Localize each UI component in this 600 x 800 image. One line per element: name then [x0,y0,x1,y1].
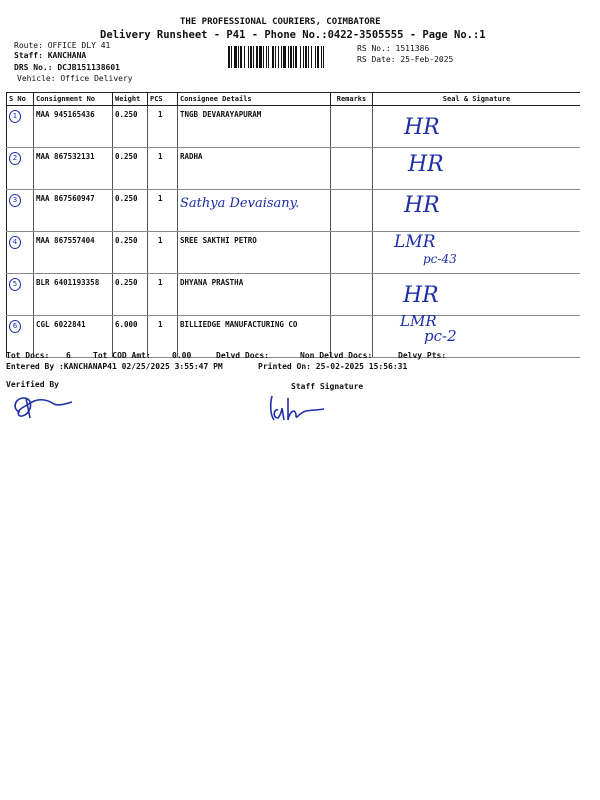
remarks [331,190,373,232]
barcode-bar [311,46,312,68]
company-name: THE PROFESSIONAL COURIERS, COIMBATORE [180,17,381,27]
barcode-bar [303,46,304,68]
circled-sno: 4 [9,236,21,249]
weight: 6.000 [113,316,148,358]
table-row [7,148,581,190]
circled-sno: 5 [9,278,21,291]
signature-hr-2: HR [408,152,444,177]
route: Route: OFFICE DLY 41 [14,41,111,50]
consignee: RADHA [178,148,331,190]
barcode-bar [259,46,262,68]
table-row [7,232,581,274]
remarks [331,232,373,274]
remarks [331,106,373,148]
consignment-no: MAA 867532131 [34,148,113,190]
signature-lmr-6: LMR [400,312,437,330]
barcode-bar [228,46,230,68]
signature-hr-1: HR [404,115,440,140]
consignment-no: MAA 867560947 [34,190,113,232]
table-row [7,274,581,316]
remarks [331,274,373,316]
barcode-bar [275,46,276,68]
barcode-bar [300,46,301,68]
consignee: DHYANA PRASTHA [178,274,331,316]
verified-by-signature [10,390,80,426]
delvd-docs-label: Delvd Docs: [216,351,269,360]
row-sno [7,232,34,274]
barcode-bar [305,46,307,68]
staff-signature-label: Staff Signature [291,382,364,391]
barcode-bar [293,46,294,68]
pcs: 1 [148,106,178,148]
runsheet-table [6,92,580,358]
barcode-image [228,46,354,68]
weight: 0.250 [113,190,148,232]
circled-sno: 3 [9,194,21,207]
row-sno [7,148,34,190]
consignment-no: BLR 6401193358 [34,274,113,316]
col-weight: Weight [113,93,148,106]
runsheet-title: Delivery Runsheet - P41 - Phone No.:0422-3505555 - Page No.:1 [100,29,486,41]
consignment-no: MAA 867557404 [34,232,113,274]
barcode-bar [253,46,254,68]
delvy-pts-label: Delvy Pts: [398,351,447,360]
tot-cod-label: Tot COD Amt: [93,351,151,360]
signature-lmr-4: LMR [394,232,436,252]
staff: Staff: KANCHANA [14,51,87,60]
barcode-bar [248,46,249,68]
pcs: 1 [148,190,178,232]
col-consignee: Consignee Details [178,93,331,106]
table-header-row [7,93,581,106]
tot-cod-value: 0.00 [172,351,192,360]
consignment-no: CGL 6022841 [34,316,113,358]
col-consignment: Consignment No [34,93,113,106]
signature-note-6: pc-2 [424,327,457,345]
barcode-bar [283,46,286,68]
remarks [331,148,373,190]
table-row [7,106,581,148]
entered-by: Entered By :KANCHANAP41 02/25/2025 3:55:47 PM [6,362,223,371]
col-sno: S No [7,93,34,106]
barcode-bar [288,46,289,68]
barcode-bar [238,46,239,68]
col-remarks: Remarks [331,93,373,106]
staff-signature [266,392,326,426]
barcode-bar [281,46,282,68]
weight: 0.250 [113,106,148,148]
barcode-bar [272,46,274,68]
barcode-bar [263,46,264,68]
non-delvd-docs-label: Non Delvd Docs: [300,351,373,360]
signature-hr-3: HR [404,193,440,218]
pcs: 1 [148,316,178,358]
barcode-bar [240,46,242,68]
weight: 0.250 [113,148,148,190]
consignee: BILLIEDGE MANUFACTURING CO [178,316,331,358]
pcs: 1 [148,232,178,274]
signature-note-4: pc-43 [423,252,457,266]
pcs: 1 [148,274,178,316]
tot-docs-label: Tot Docs: [6,351,50,360]
row-sno [7,190,34,232]
rs-date: RS Date: 25-Feb-2025 [357,55,454,64]
barcode-bar [278,46,279,68]
barcode-bar [231,46,232,68]
barcode-bar [268,46,269,68]
row-sno [7,274,34,316]
consignee: TNGB DEVARAYAPURAM [178,106,331,148]
tot-docs-value: 6 [66,351,71,360]
weight: 0.250 [113,232,148,274]
consignee: SREE SAKTHI PETRO [178,232,331,274]
barcode-bar [244,46,245,68]
barcode-bar [321,46,322,68]
barcode-bar [315,46,316,68]
barcode-bar [256,46,258,68]
verified-by-label: Verified By [6,380,59,389]
barcode-bar [323,46,324,68]
barcode-bar [266,46,267,68]
circled-sno: 6 [9,320,21,333]
weight: 0.250 [113,274,148,316]
barcode-bar [234,46,237,68]
signature-hr-5: HR [403,283,439,308]
barcode-bar [250,46,252,68]
consignee-handwritten-name: Sathya Devaisany. [180,196,300,211]
barcode-bar [295,46,297,68]
barcode-bar [317,46,319,68]
circled-sno: 2 [9,152,21,165]
row-sno [7,106,34,148]
drs-number: DRS No.: DCJB151138601 [14,63,120,72]
barcode-bar [290,46,292,68]
col-pcs: PCS [148,93,178,106]
pcs: 1 [148,148,178,190]
barcode-bar [308,46,309,68]
printed-on: Printed On: 25-02-2025 15:56:31 [258,362,408,371]
vehicle: Vehicle: Office Delivery [17,74,133,83]
rs-number: RS No.: 1511386 [357,44,430,53]
seal-signature [373,148,581,190]
circled-sno: 1 [9,110,21,123]
col-signature: Seal & Signature [373,93,581,106]
consignment-no: MAA 945165436 [34,106,113,148]
